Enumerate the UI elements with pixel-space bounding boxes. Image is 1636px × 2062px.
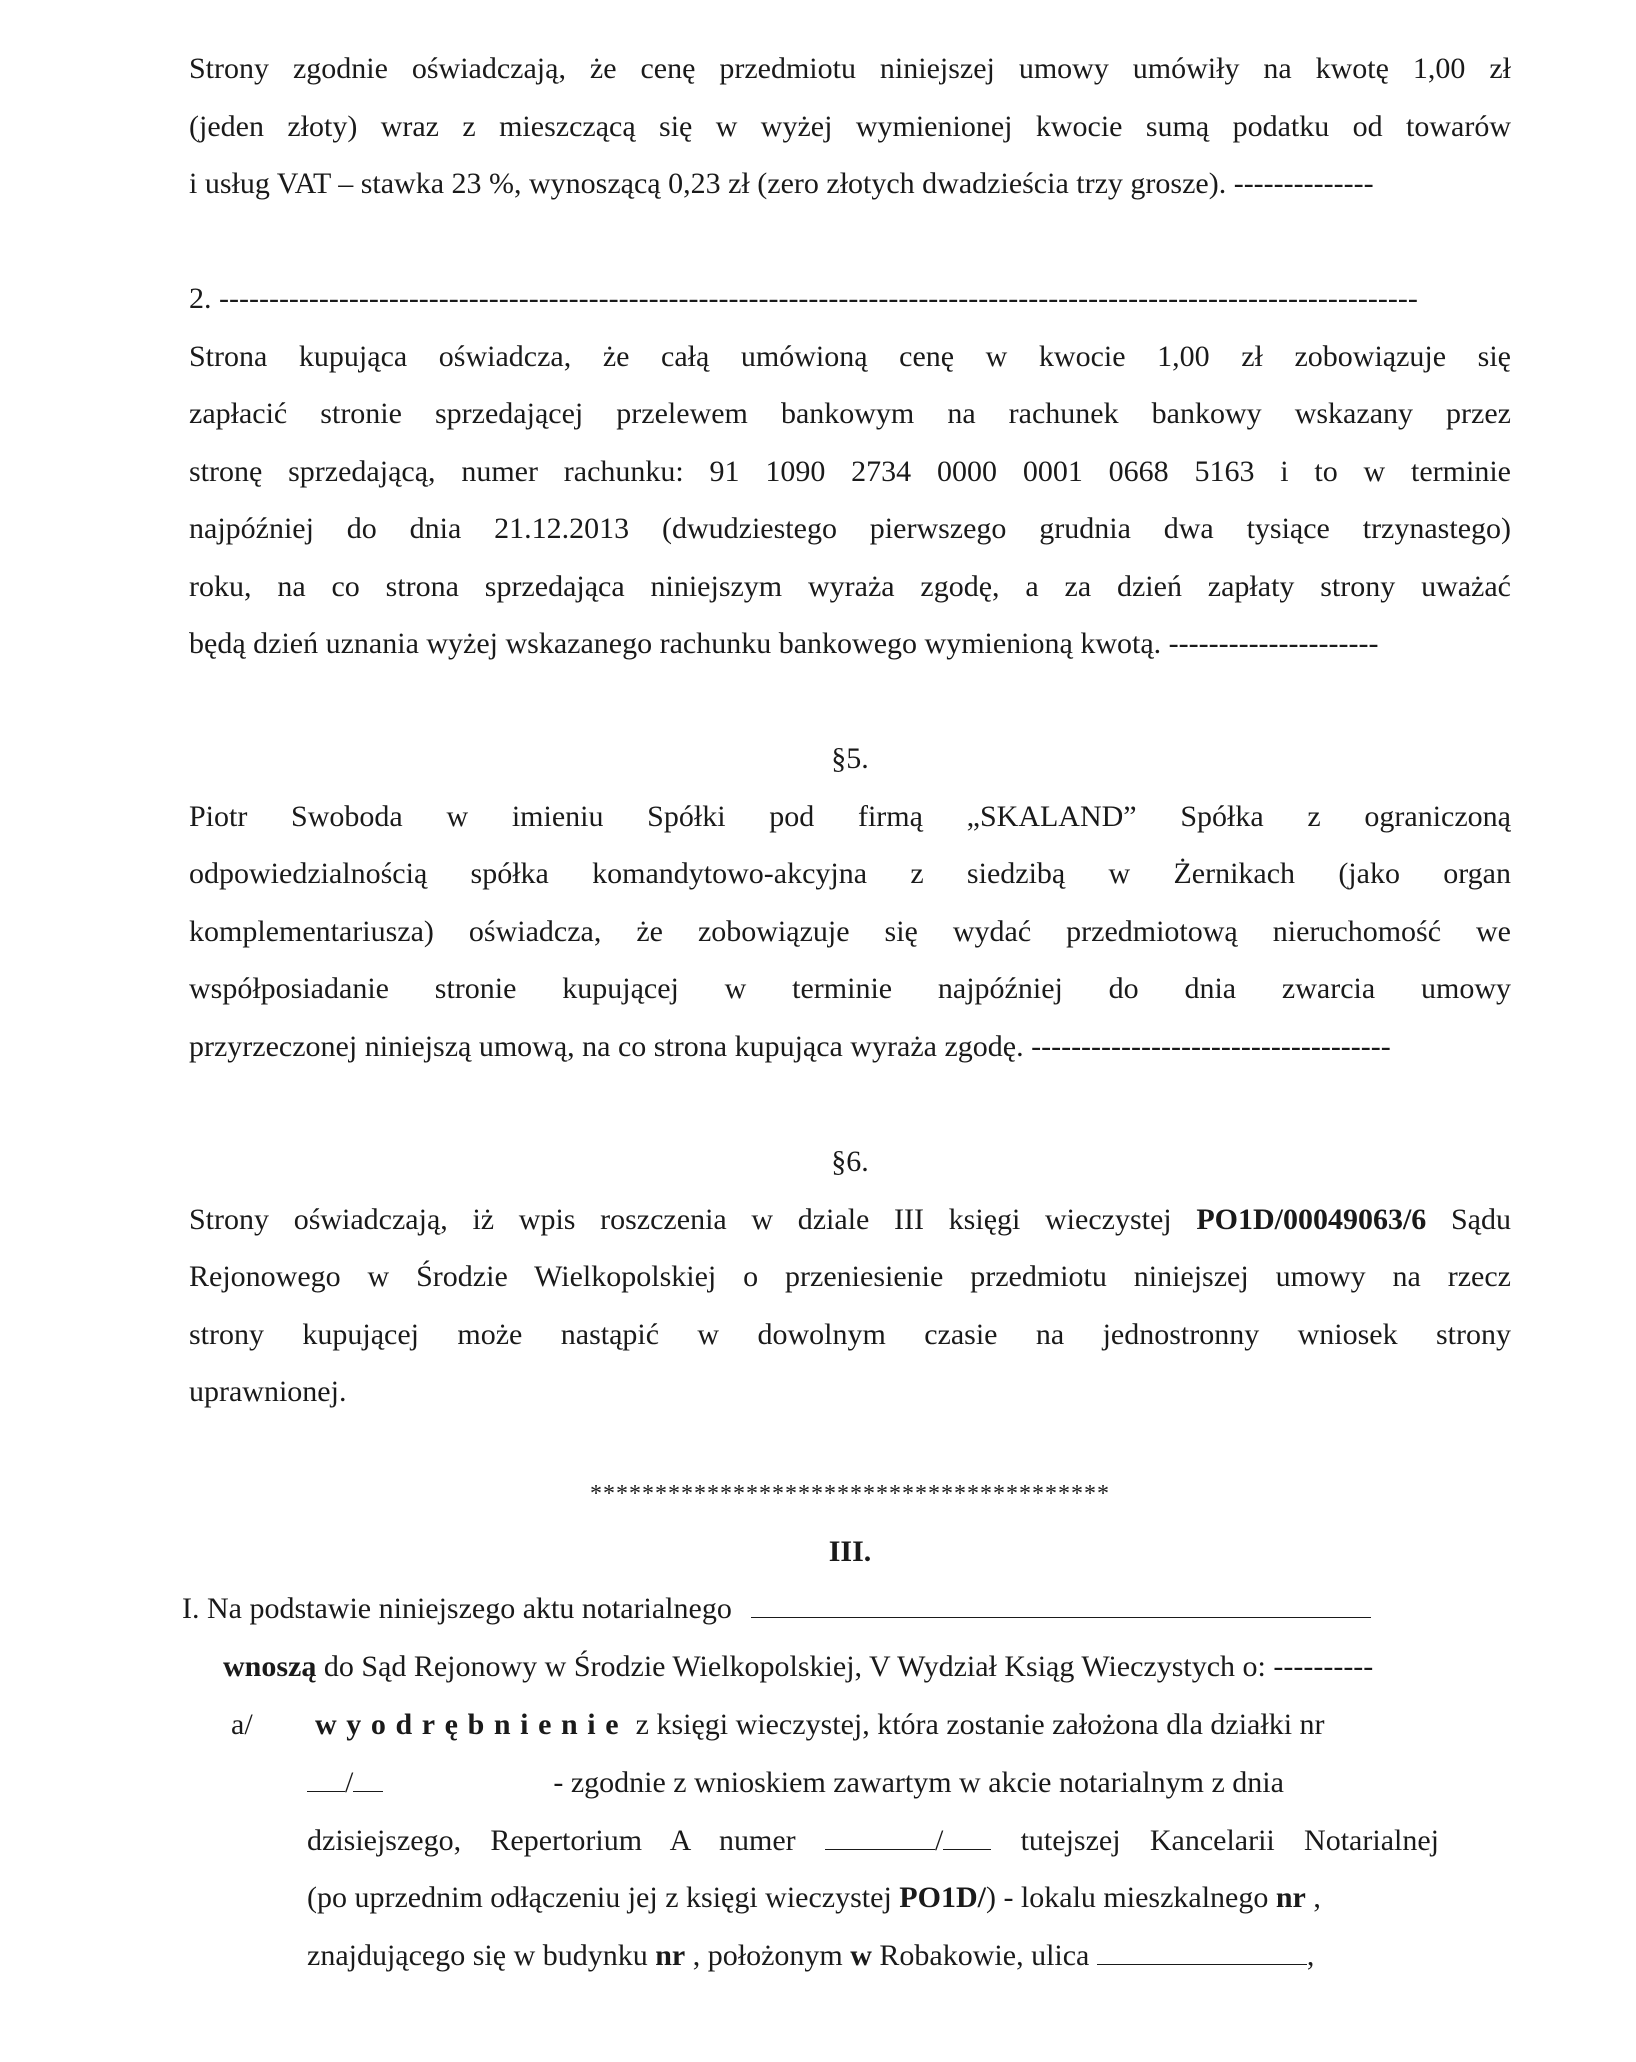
number-abbrev: nr: [1275, 1881, 1306, 1914]
text-fragment: do Sąd Rejonowy w Środzie Wielkopolskiej, V Wydział Ksiąg Wieczystych o: ----------: [316, 1650, 1374, 1683]
text-fragment: z księgi wieczystej, która zostanie założona dla działki nr: [628, 1708, 1325, 1741]
land-register-number: PO1D/: [899, 1881, 986, 1914]
request-line: [223, 1638, 1513, 1696]
text-line: najpóźniej do dnia 21.12.2013 (dwudziestego pierwszego grudnia dwa tysiące trzynastego): [189, 512, 1511, 545]
text-line: zapłacić stronie sprzedającej przelewem bankowym na rachunek bankowy wskazany przez: [189, 397, 1511, 430]
text-fragment: ,: [1305, 1881, 1321, 1914]
text-fragment: (po uprzednim odłączeniu jej z księgi wieczystej: [307, 1881, 900, 1914]
point-number-line: 2. ------------------------------------------------------------------------------------------------------------------------: [189, 282, 1418, 315]
number-abbrev: nr: [655, 1938, 686, 1972]
text-line: Strona kupująca oświadcza, że całą umówioną cenę w kwocie 1,00 zł zobowiązuje się: [189, 339, 1511, 373]
section-heading: §6.: [831, 1145, 869, 1178]
section-6: [189, 1133, 1511, 1421]
text-line: współposiadanie stronie kupującej w terminie najpóźniej do dnia zwarcia umowy: [189, 972, 1511, 1005]
text-line: odpowiedzialnością spółka komandytowo-akcyjna z siedzibą w Żernikach (jako organ: [189, 857, 1511, 890]
text-line: Strony zgodnie oświadczają, że cenę przedmiotu niniejszej umowy umówiły na kwotę 1,00 zł: [189, 52, 1511, 85]
item-1-text: I. Na podstawie niniejszego aktu notarialnego: [182, 1592, 732, 1625]
blank-field: [751, 1593, 1371, 1618]
text-line: [307, 1754, 1439, 1812]
blank-field: [1097, 1940, 1307, 1965]
blank-field: [943, 1825, 991, 1850]
text-line: przyrzeczonej niniejszą umową, na co strona kupująca wyraża zgodę. ------------------------------------: [189, 1029, 1391, 1063]
text-line: i usług VAT – stawka 23 %, wynoszącą 0,23 zł (zero złotych dwadzieścia trzy grosze). --------------: [189, 167, 1374, 200]
text-line: [182, 1580, 1504, 1638]
text-fragment: ,: [1306, 1938, 1315, 1972]
text-line: stronę sprzedającą, numer rachunku: 91 1090 2734 0000 0001 0668 5163 i to w terminie: [189, 454, 1511, 488]
section-5: [189, 730, 1511, 1075]
subitem-a: [231, 1696, 1513, 1754]
text-line: strony kupującej może nastąpić w dowolnym czasie na jednostronny wniosek strony: [189, 1317, 1511, 1351]
text-fragment: Sądu: [1426, 1202, 1511, 1236]
text-line: [307, 1869, 1439, 1927]
text-line: [189, 1191, 1511, 1249]
text-line: [307, 1812, 1439, 1870]
separation-term: wyodrębnienie: [315, 1708, 629, 1741]
separator-block: [189, 1466, 1511, 1524]
subitem-label: a/: [231, 1708, 253, 1741]
text-line: uprawnionej.: [189, 1375, 347, 1408]
part-heading-text: III.: [828, 1535, 872, 1568]
text-line: Piotr Swoboda w imieniu Spółki pod firmą „SKALAND” Spółka z ograniczoną: [189, 799, 1511, 833]
text-fragment: Strony oświadczają, iż wpis roszczenia w dziale III księgi wieczystej: [189, 1202, 1197, 1236]
text-fragment: dzisiejszego, Repertorium A numer: [307, 1823, 825, 1857]
slash: /: [345, 1766, 354, 1799]
item-1: [182, 1580, 1504, 1638]
subitem-a-body: [307, 1754, 1439, 1984]
text-line: [223, 1638, 1513, 1696]
text-fragment: znajdującego się w budynku: [307, 1938, 656, 1972]
part-3: [189, 1523, 1511, 1581]
part-heading: [189, 1523, 1511, 1581]
text-fragment: Robakowie, ulica: [871, 1938, 1097, 1972]
text-fragment: , położonym: [685, 1938, 851, 1972]
text-fragment: ) - lokalu mieszkalnego: [985, 1881, 1276, 1914]
blank-field: [353, 1767, 383, 1792]
text-line: [307, 1927, 1439, 1985]
section-heading: §5.: [831, 742, 869, 775]
price-paragraph: [189, 40, 1511, 213]
text-fragment: tutejszej Kancelarii Notarialnej: [991, 1823, 1439, 1857]
asterisk-separator: ****************************************: [590, 1481, 1110, 1507]
blank-field: [307, 1767, 345, 1792]
text-line: będą dzień uznania wyżej wskazanego rachunku bankowego wymienioną kwotą. ---------------------: [189, 627, 1379, 660]
text-fragment: - zgodnie z wnioskiem zawartym w akcie notarialnym z dnia: [553, 1766, 1284, 1799]
slash: /: [934, 1823, 944, 1857]
text-line: Rejonowego w Środzie Wielkopolskiej o przeniesienie przedmiotu niniejszej umowy na rzecz: [189, 1260, 1511, 1293]
text-line: komplementariusza) oświadcza, że zobowiązuje się wydać przedmiotową nieruchomość we: [189, 914, 1511, 948]
text-line: [231, 1696, 1513, 1754]
blank-field: [825, 1825, 935, 1850]
land-register-number: PO1D/00049063/6: [1196, 1202, 1427, 1236]
text-line: (jeden złoty) wraz z mieszczącą się w wyżej wymienionej kwocie sumą podatku od towarów: [189, 109, 1511, 143]
text-line: roku, na co strona sprzedająca niniejszym wyraża zgodę, a za dzień zapłaty strony uważać: [189, 569, 1511, 603]
point-2: [189, 270, 1511, 673]
text-fragment: w: [850, 1938, 872, 1972]
request-verb: wnoszą: [223, 1650, 317, 1683]
